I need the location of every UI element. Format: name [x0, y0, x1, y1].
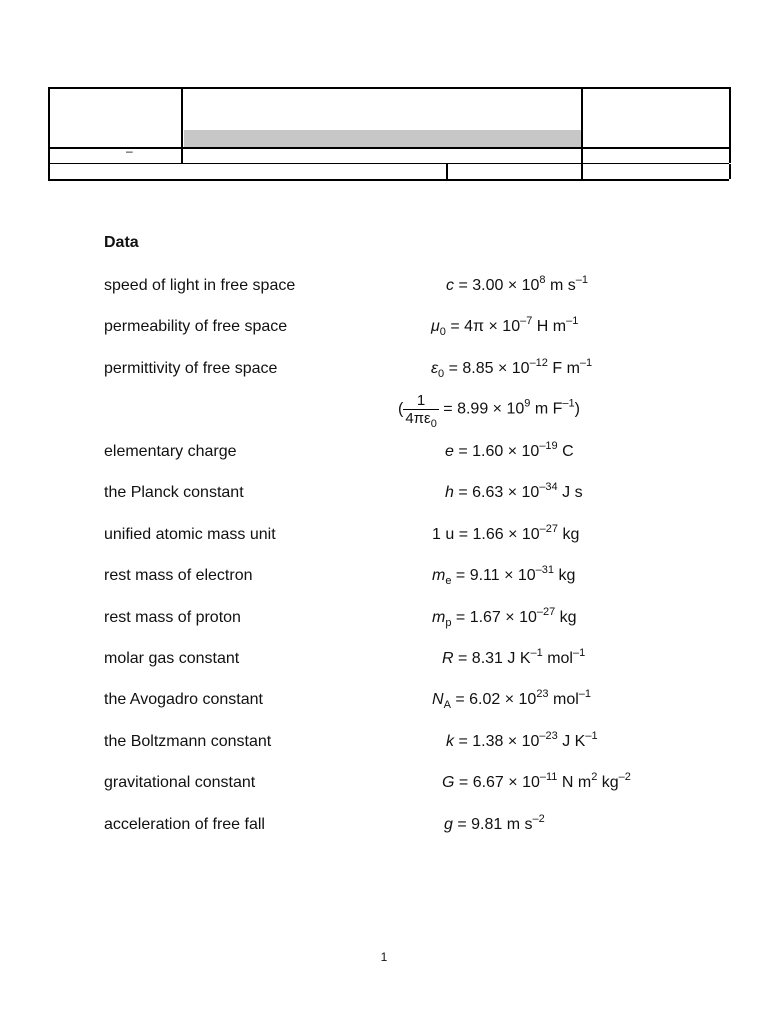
constant-row — [0, 481, 768, 508]
constant-label: speed of light in free space — [104, 277, 296, 294]
constant-row — [0, 523, 768, 550]
shaded-bar — [184, 130, 582, 147]
constant-row — [0, 647, 768, 674]
constant-row — [0, 315, 768, 342]
constant-label: the Planck constant — [104, 484, 244, 501]
constant-value: $G = 6.67 \times 10^{-11}$ N $m^2$ $kg^{-2}$ — [442, 771, 631, 791]
constant-value: $m_e = 9.11 \times 10^{-31}$ kg — [432, 564, 576, 587]
header-cell-right — [581, 87, 731, 149]
constant-value: $m_p = 1.67 \times 10^{-27}$ kg — [432, 606, 577, 629]
header-cell-left — [48, 87, 183, 149]
coulomb-row — [0, 390, 768, 430]
constant-row — [0, 274, 768, 301]
constant-label: molar gas constant — [104, 650, 240, 667]
constant-value: g = 9.81 m $s^{-2}$ — [444, 813, 545, 833]
header-rule-bottom — [48, 179, 729, 181]
constant-row — [0, 688, 768, 715]
constant-label: acceleration of free fall — [104, 816, 265, 833]
constant-row — [0, 730, 768, 757]
constant-value: $\mu_0 = 4\pi \times 10^{-7}$ H $m^{-1}$ — [431, 315, 579, 338]
constant-value: R = 8.31 J $K^{-1}$ mol$^{-1}$ — [442, 647, 586, 667]
constant-label: elementary charge — [104, 443, 237, 460]
constant-row — [0, 606, 768, 633]
header-row3-middle — [446, 164, 583, 179]
constant-label: the Boltzmann constant — [104, 733, 272, 750]
header-row2-middle — [181, 149, 583, 163]
constant-value: $N_A = 6.02 \times 10^{23}$ mol$^{-1}$ — [432, 688, 592, 711]
constant-value: $k = 1.38 \times 10^{-23}$ J $K^{-1}$ — [446, 730, 598, 750]
constant-value: $h = 6.63 \times 10^{-34}$ J s — [445, 481, 583, 501]
constant-value: $\varepsilon_0 = 8.85 \times 10^{-12}$ F $m^{-1}$ — [431, 357, 593, 380]
header-row3-right — [581, 164, 731, 179]
constant-label: the Avogadro constant — [104, 691, 263, 708]
header-dash: – — [126, 144, 133, 158]
constant-label: permittivity of free space — [104, 360, 278, 377]
constant-row — [0, 564, 768, 591]
header-table — [48, 87, 729, 181]
coulomb-fraction: $\frac{1}{4\pi\varepsilon_0}$ — [405, 392, 437, 430]
constant-label: permeability of free space — [104, 318, 288, 335]
constant-row — [0, 813, 768, 840]
header-row3-left — [48, 164, 448, 179]
constant-value: $c = 3.00 \times 10^8$ m $s^{-1}$ — [446, 274, 588, 294]
page-number: 1 — [380, 950, 388, 964]
header-row2-left — [48, 144, 183, 163]
header-row2-right — [581, 149, 731, 163]
constant-label: rest mass of electron — [104, 567, 253, 584]
constant-value: $e = 1.60 \times 10^{-19}$ C — [445, 440, 574, 460]
constant-label: unified atomic mass unit — [104, 526, 276, 543]
constant-row — [0, 357, 768, 384]
coulomb-value: ( $\frac{1}{4\pi\varepsilon_0}$ = $8.99 \times 10^9$ m $F^{-1}$) — [398, 392, 580, 430]
constant-row — [0, 440, 768, 467]
constant-row — [0, 771, 768, 798]
constant-label: rest mass of proton — [104, 609, 241, 626]
constant-label: gravitational constant — [104, 774, 256, 791]
section-title: Data — [104, 234, 139, 251]
constant-value: 1 $u = 1.66 \times 10^{-27}$ kg — [432, 523, 580, 543]
